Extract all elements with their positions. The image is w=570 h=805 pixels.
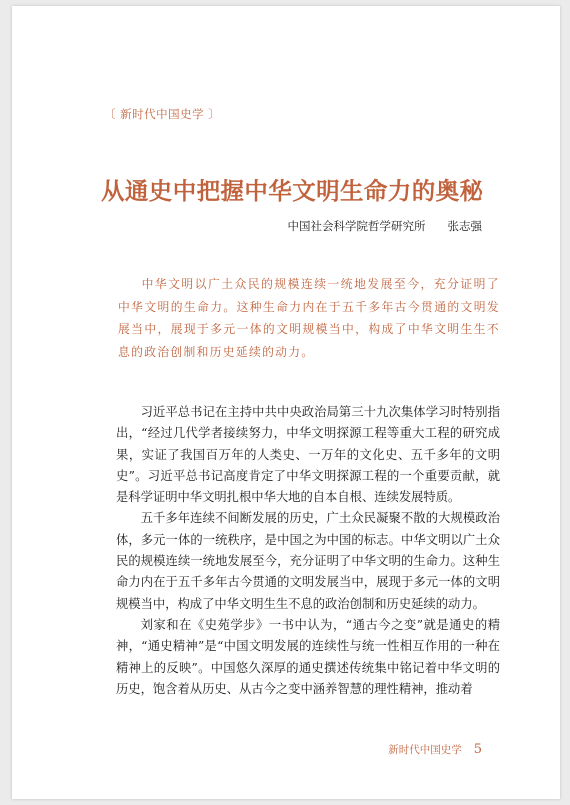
page-footer [388, 742, 482, 757]
left-bracket-icon: 〔 [104, 107, 121, 121]
author-line [288, 218, 483, 234]
body-paragraph: 刘家和在《史苑学步》一书中认为，“通古今之变”就是通史的精神，“通史精神”是“中国文明发展的连续性与统一性相互作用的一种在精神上的反映”。中国悠久深厚的通史撰述传统集中铭记着中华文明的历史，饱含着从历史、从古今之变中涵养智慧的理性精神，推动着 [116, 617, 500, 696]
page-number: 5 [473, 742, 482, 757]
article-title: 从通史中把握中华文明生命力的奥秘 [101, 177, 484, 205]
body-paragraph: 习近平总书记在主持中共中央政治局第三十九次集体学习时特别指出，“经过几代学者接续努力，中华文明探源工程等重大工程的研究成果，实证了我国百万年的人类史、一万年的文化史、五千多年的文明史”。习近平总书记高度肯定了中华文明探源工程的一个重要贡献，就是科学证明中华文明扎根中华大地的自本自根、连续发展特质。 [116, 405, 500, 505]
right-bracket-icon: 〕 [204, 107, 221, 121]
body-paragraph: 五千多年连续不间断发展的历史，广土众民凝聚不散的大规模政治体，多元一体的一统秩序，是中国之为中国的标志。中华文明以广土众民的规模连续一统地发展至今，充分证明了中华文明的生命力。这种生命力内在于五千多年古今贯通的文明发展当中，展现于多元一体的文明规模当中，构成了中华文明生生不息的政治创制和历史延续的动力。 [116, 511, 500, 611]
section-tag [104, 106, 220, 122]
author-name: 张志强 [447, 219, 482, 233]
article-body [116, 402, 500, 700]
section-tag-label: 新时代中国史学 [120, 107, 205, 121]
abstract: 中华文明以广土众民的规模连续一统地发展至今，充分证明了中华文明的生命力。这种生命力内在于五千多年古今贯通的文明发展当中，展现于多元一体的文明规模当中，构成了中华文明生生不息的政治创制和历史延续的动力。 [118, 277, 500, 359]
footer-journal: 新时代中国史学 [388, 744, 462, 756]
author-affiliation: 中国社会科学院哲学研究所 [287, 219, 426, 233]
document-page [12, 6, 560, 799]
